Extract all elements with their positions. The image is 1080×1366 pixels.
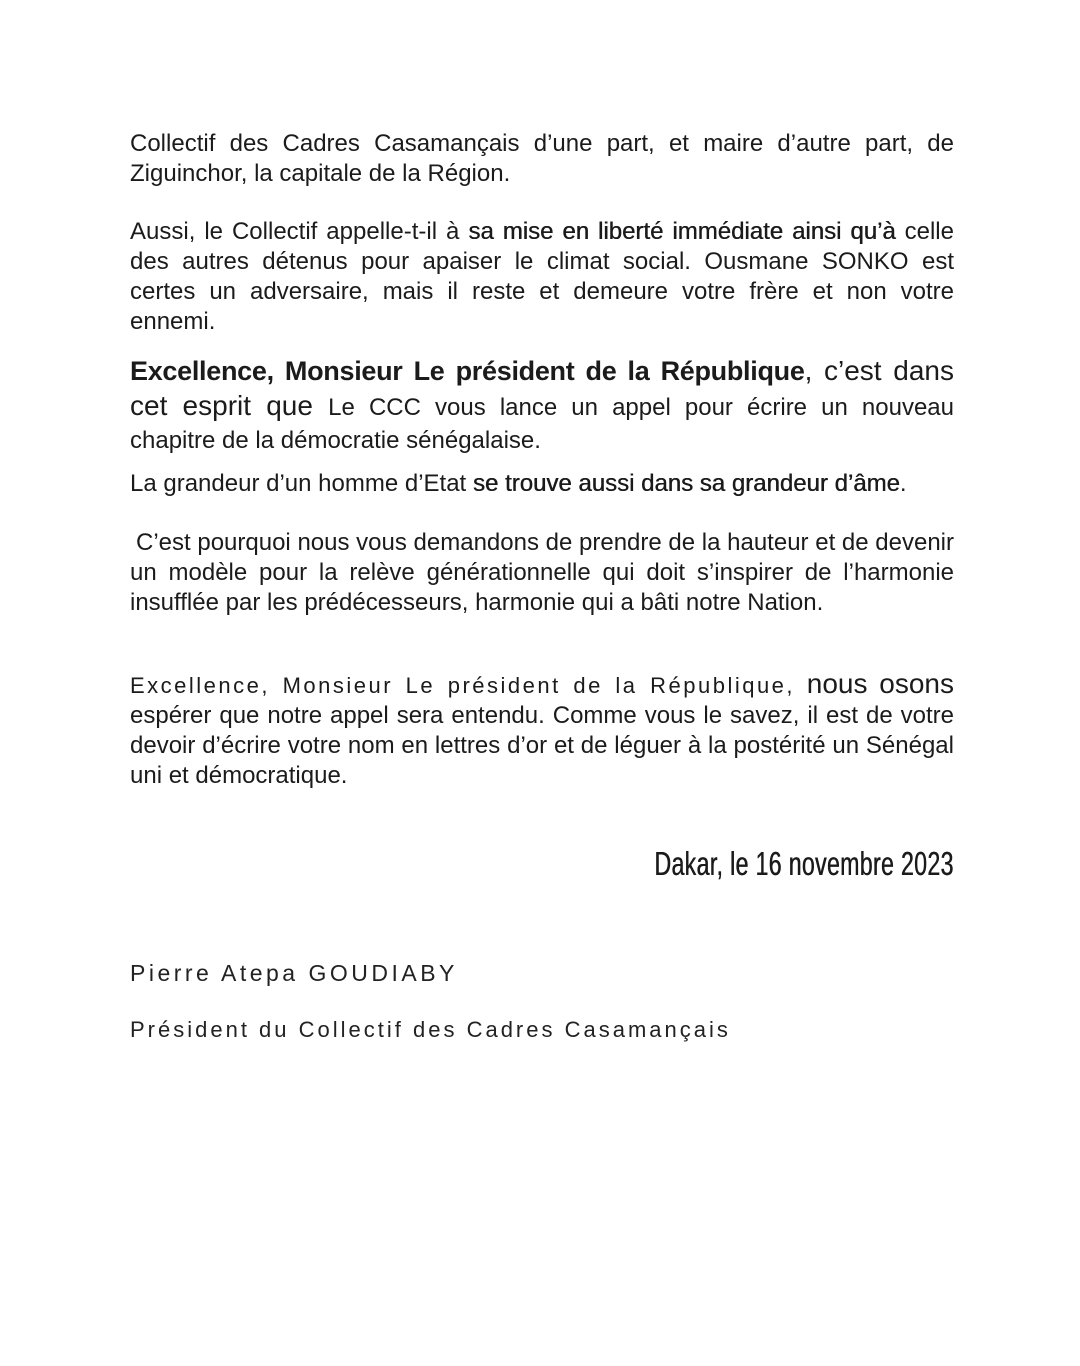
paragraph-intro — [130, 129, 954, 189]
signature-title: Président du Collectif des Cadres Casamançais — [130, 1017, 731, 1042]
text-run: espérer que notre appel sera entendu. Comme vous le savez, il est de votre devoir d’écrire votre nom en lettres d’or et de léguer à la postérité un Sénégal uni et démocratique. — [130, 702, 954, 789]
salutation-thin: Excellence, Monsieur Le président de la République, — [130, 673, 796, 698]
paragraph-hauteur — [130, 528, 954, 618]
text-run: Collectif des Cadres Casamançais d’une part, et maire d’autre part, de Ziguinchor, la capitale de la Région. — [130, 130, 954, 187]
salutation-bold: Excellence, Monsieur Le président de la République — [130, 356, 805, 386]
text-run: . — [899, 470, 907, 497]
date-text: Dakar, le 16 novembre 2023 — [654, 845, 954, 882]
text-run: La grandeur d’un homme d’Etat — [130, 470, 473, 497]
text-run: Le CCC vous lance un appel pour écrire un nouveau chapitre de la démocratie sénégalaise. — [130, 394, 954, 454]
text-run-emphasis: se trouve aussi dans sa grandeur d’âme — [472, 470, 900, 497]
paragraph-grandeur — [130, 469, 954, 499]
text-run-emphasis: sa mise en liberté immédiate ainsi qu’à — [468, 218, 896, 245]
text-run-large: nous osons — [795, 668, 954, 699]
text-run-large: , c’est dans cet esprit que — [130, 355, 954, 421]
paragraph-excellence-appel — [130, 354, 954, 457]
signature-name: Pierre Atepa GOUDIABY — [130, 960, 458, 986]
paragraph-conclusion — [130, 669, 954, 791]
paragraph-appeal-liberte — [130, 217, 954, 337]
dateline — [130, 845, 962, 883]
text-run: C’est pourquoi nous vous demandons de prendre de la hauteur et de devenir un modèle pour la relève générationnelle qui doit s’inspirer de l’harmonie insufflée par les prédécesseurs, harmonie qui a bâti notre Nation. — [130, 529, 954, 616]
text-run: celle des autres détenus pour apaiser le climat social. Ousmane SONKO est certes un adversaire, mais il reste et demeure votre frère et non votre ennemi. — [130, 218, 954, 335]
text-run: Aussi, le Collectif appelle-t-il à — [130, 218, 469, 245]
